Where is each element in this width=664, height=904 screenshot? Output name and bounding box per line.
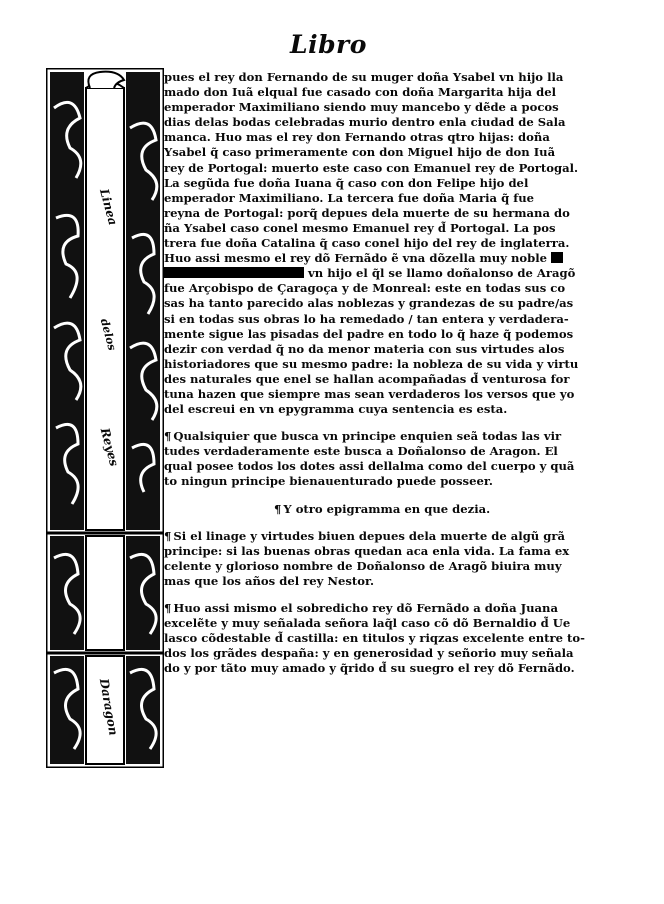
text-line: ¶ Qualsiquier que busca vn principe enquien seã todas las vir [164,429,562,444]
text-line: celente y glorioso nombre de Doñalonso de Aragõ biuira muy [164,558,562,573]
text-line: lasco cõdestable d̃ castilla: en titulos y riqzas excelente entre to- [164,631,585,646]
text-line: mado don Iuã elqual fue casado con doña Margarita hija del [164,85,556,100]
pilcrow-icon: ¶ [164,528,172,543]
border-label-linea: Linea [97,187,121,227]
section-heading: ¶ Y otro epigramma en que dezia. [274,501,491,516]
text-line: La segũda fue doña Iuana q̃ caso con don Felipe hijo del [164,175,529,190]
text-line: tuna hazen que siempre mas sean verdaderos los versos que yo [164,386,575,401]
text-line: reyna de Portogal: porq̃ depues dela muerte de su hermana do [164,205,570,220]
text-line: dias delas bodas celebradas murio dentro enla ciudad de Sala [164,115,566,130]
text-line: mente sigue las pisadas del padre en todo lo q̃ haze q̃ podemos [164,326,574,341]
text-line: do y por tãto muy amado y q̃rido d̃ su suegro el rey dõ Fernãdo. [164,661,575,676]
text-line [164,266,596,281]
running-head-title: Libro [290,30,367,59]
text-line: to ningun principe bienauenturado puede posseer. [164,474,493,489]
text-line-content: vn hijo el q̃l se llamo doñalonso de Aragõ [308,266,576,281]
text-line: des naturales que enel se hallan acompañadas d̃ venturosa for [164,371,570,386]
text-line: qual posee todos los dotes assi dellalma como del cuerpo y quã [164,459,575,474]
text-line: Ysabel q̃ caso primeramente con don Miguel hijo de don Iuã [164,145,556,160]
text-line: dezir con verdad q̃ no da menor materia con sus virtudes alos [164,341,565,356]
text-line: trera fue doña Catalina q̃ caso conel hijo del rey de inglaterra. [164,236,570,251]
text-line: pues el rey don Fernando de su muger doña Ysabel vn hijo lla [164,70,564,84]
paragraph-4 [164,601,596,676]
pilcrow-icon: ¶ [164,601,172,615]
text-line: historiadores que su mesmo padre: la nobleza de su vida y virtu [164,356,579,371]
border-label-reyes: Reyes [97,426,122,468]
redaction-bar [551,252,563,263]
pilcrow-icon: ¶ [164,429,172,444]
text-line [164,251,596,266]
text-line: principe: si las buenas obras quedan aca enla vida. La fama ex [164,543,570,558]
border-label-delos: delos [97,317,119,352]
text-line: manca. Huo mas el rey don Fernando otras qtro hijas: doña [164,130,550,145]
text-line: dos los grãdes despaña: y en generosidad y señorio muy señala [164,646,574,661]
text-line: si en todas sus obras lo ha remedado / tan entera y verdadera- [164,311,569,326]
redaction-bar [164,267,304,278]
paragraph-2 [164,429,596,489]
text-line: del escreui en vn epygramma cuya sentencia es esta. [164,402,508,417]
text-line: ¶ Si el linage y virtudes biuen depues dela muerte de algũ grã [164,528,566,543]
paragraph-3 [164,529,596,589]
text-line-content: Huo assi mesmo el rey dõ Fernãdo ẽ vna dõzella muy noble [164,251,548,266]
text-line: mas que los años del rey Nestor. [164,573,375,588]
paragraph-1 [164,70,596,417]
text-line: emperador Maximiliano. La tercera fue doña Maria q̃ fue [164,190,535,205]
text-line: sas ha tanto parecido alas noblezas y grandezas de su padre/as [164,296,574,311]
woodcut-border-ornament [46,68,164,768]
text-line: rey de Portogal: muerto este caso con Emanuel rey de Portogal. [164,160,579,175]
pilcrow-icon: ¶ [274,501,282,516]
text-line: ¶ Huo assi mismo el sobredicho rey dõ Fernãdo a doña Juana [164,601,558,615]
text-line: ña Ysabel caso conel mesmo Emanuel rey d̃ Portogal. La pos [164,220,556,235]
text-line: excelẽte y muy señalada señora laq̃l caso cõ dõ Bernaldio d̃ Ue [164,616,571,631]
text-line: emperador Maximiliano siendo muy mancebo y dẽde a pocos [164,100,559,115]
border-label-daragon: Daragon [96,677,121,737]
main-text-block [164,70,596,676]
text-line: tudes verdaderamente este busca a Doñalonso de Aragon. El [164,444,558,459]
text-line: fue Arçobispo de Çaragoça y de Monreal: este en todas sus co [164,281,566,296]
